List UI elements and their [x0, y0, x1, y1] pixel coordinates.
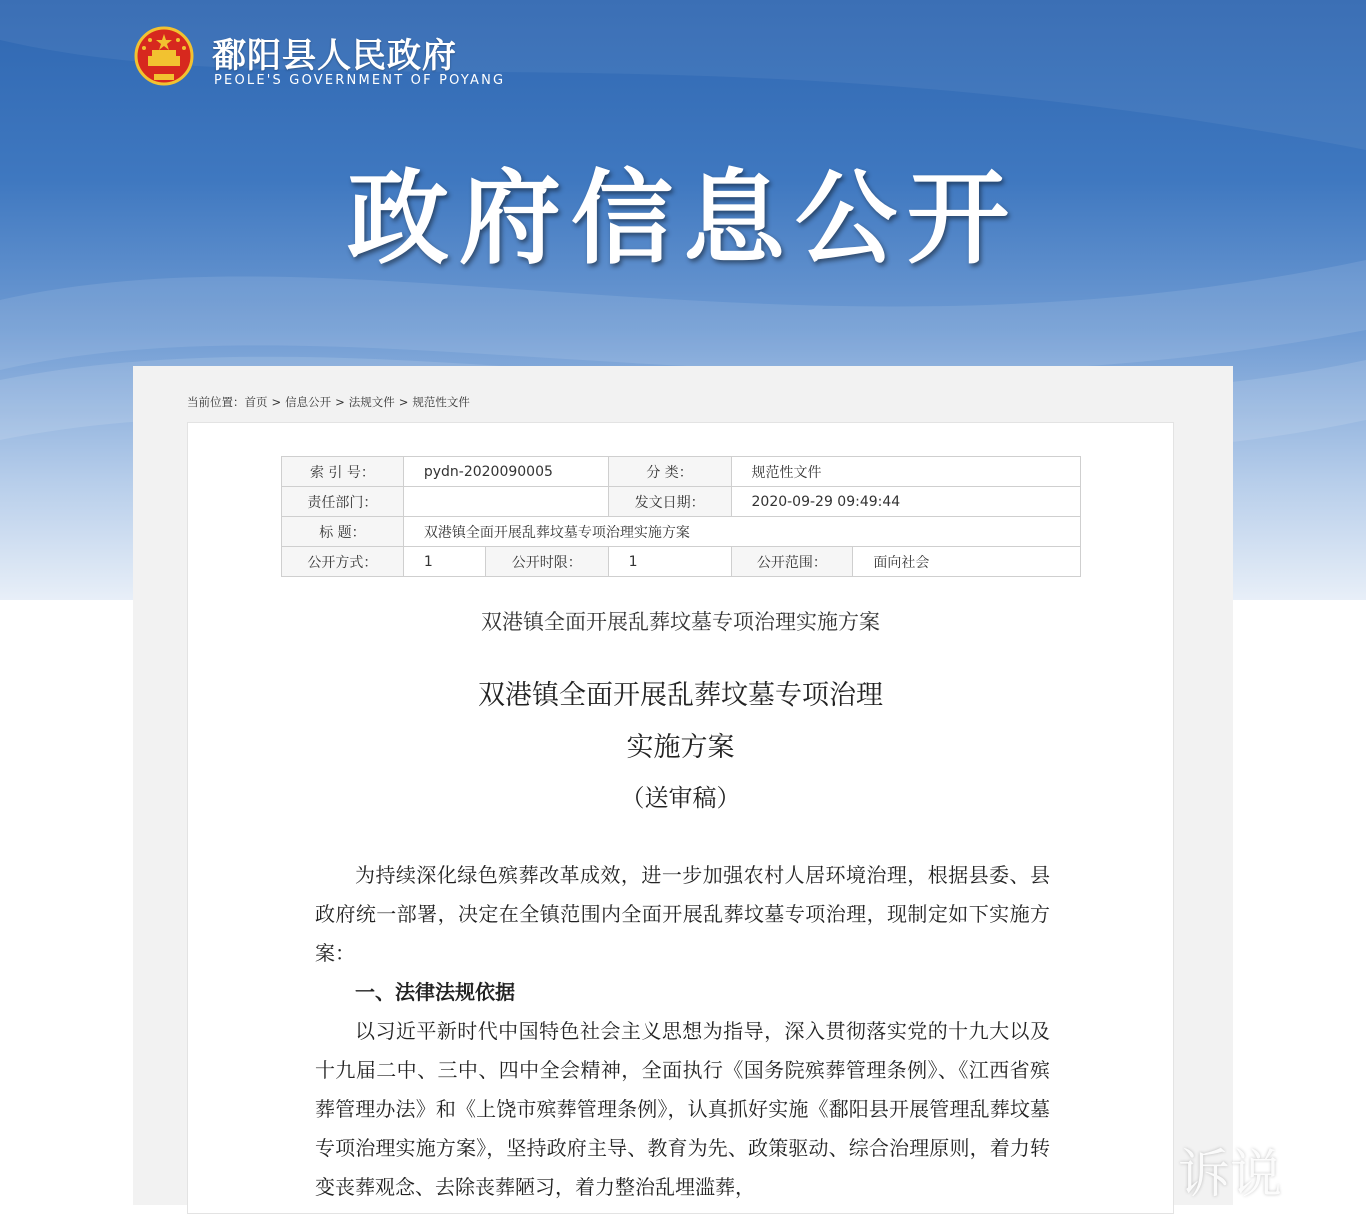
- meta-row: [282, 547, 1081, 577]
- breadcrumb-separator: >: [271, 395, 282, 409]
- document-title-line-2: 实施方案: [626, 732, 735, 763]
- watermark-text: 诉说: [1178, 1145, 1283, 1205]
- breadcrumb-separator: >: [335, 395, 345, 409]
- section-heading: 一、法律法规依据: [355, 980, 515, 1004]
- dept-label: 责任部门：: [282, 487, 404, 517]
- body-paragraph: 以习近平新时代中国特色社会主义思想为指导，深入贯彻落实党的十九大以及十九届二中、三中、四中全会精神，全面执行《国务院殡葬管理条例》、《江西省殡葬管理办法》和《上饶市殡葬管理条例》，认真抓好实施《鄱阳县开展管理乱葬坟墓专项治理实施方案》，坚持政府主导、教育为先、政策驱动、综合治理原则，着力转变丧葬观念、去除丧葬陋习，着力整治乱埋滥葬，: [315, 1019, 1050, 1199]
- index-value: pydn-2020090005: [403, 457, 608, 487]
- national-emblem-icon: [134, 26, 194, 88]
- meta-row: [282, 517, 1081, 547]
- breadcrumb-home-link[interactable]: 首页: [244, 395, 268, 409]
- method-label: 公开方式：: [282, 547, 404, 577]
- document-title-line-1: 双港镇全面开展乱葬坟墓专项治理: [478, 680, 883, 711]
- category-value: 规范性文件: [731, 457, 1081, 487]
- document-body: [315, 856, 1050, 1207]
- scope-value: 面向社会: [853, 547, 1081, 577]
- period-value: 1: [608, 547, 731, 577]
- title-label: 标 题：: [282, 517, 404, 547]
- document-meta-table: [281, 456, 1081, 577]
- hero-title: 政府信息公开: [347, 160, 1019, 279]
- breadcrumb-info-link[interactable]: 信息公开: [285, 395, 332, 409]
- site-name: 鄱阳县人民政府: [212, 36, 457, 76]
- site-name-en: PEOLE'S GOVERNMENT OF POYANG: [214, 73, 506, 88]
- dept-value: [403, 487, 608, 517]
- title-value: 双港镇全面开展乱葬坟墓专项治理实施方案: [403, 517, 1080, 547]
- breadcrumb-prefix: 当前位置：: [187, 395, 245, 409]
- content-area: [133, 366, 1233, 1205]
- date-label: 发文日期：: [608, 487, 731, 517]
- breadcrumb: [187, 394, 470, 410]
- body-paragraph: 为持续深化绿色殡葬改革成效，进一步加强农村人居环境治理，根据县委、县政府统一部署，决定在全镇范围内全面开展乱葬坟墓专项治理，现制定如下实施方案：: [315, 863, 1050, 965]
- method-value: 1: [403, 547, 485, 577]
- meta-row: [282, 487, 1081, 517]
- period-label: 公开时限：: [485, 547, 608, 577]
- category-label: 分 类：: [608, 457, 731, 487]
- scope-label: 公开范围：: [731, 547, 853, 577]
- document-card: [187, 422, 1174, 1214]
- breadcrumb-regulations-link[interactable]: 法规文件: [348, 395, 395, 409]
- index-label: 索 引 号：: [282, 457, 404, 487]
- breadcrumb-separator: >: [398, 395, 409, 409]
- date-value: 2020-09-29 09:49:44: [731, 487, 1081, 517]
- breadcrumb-normative-link[interactable]: 规范性文件: [412, 395, 470, 409]
- meta-row: [282, 457, 1081, 487]
- document-caption: 双港镇全面开展乱葬坟墓专项治理实施方案: [481, 610, 880, 634]
- document-subtitle: （送审稿）: [620, 784, 741, 812]
